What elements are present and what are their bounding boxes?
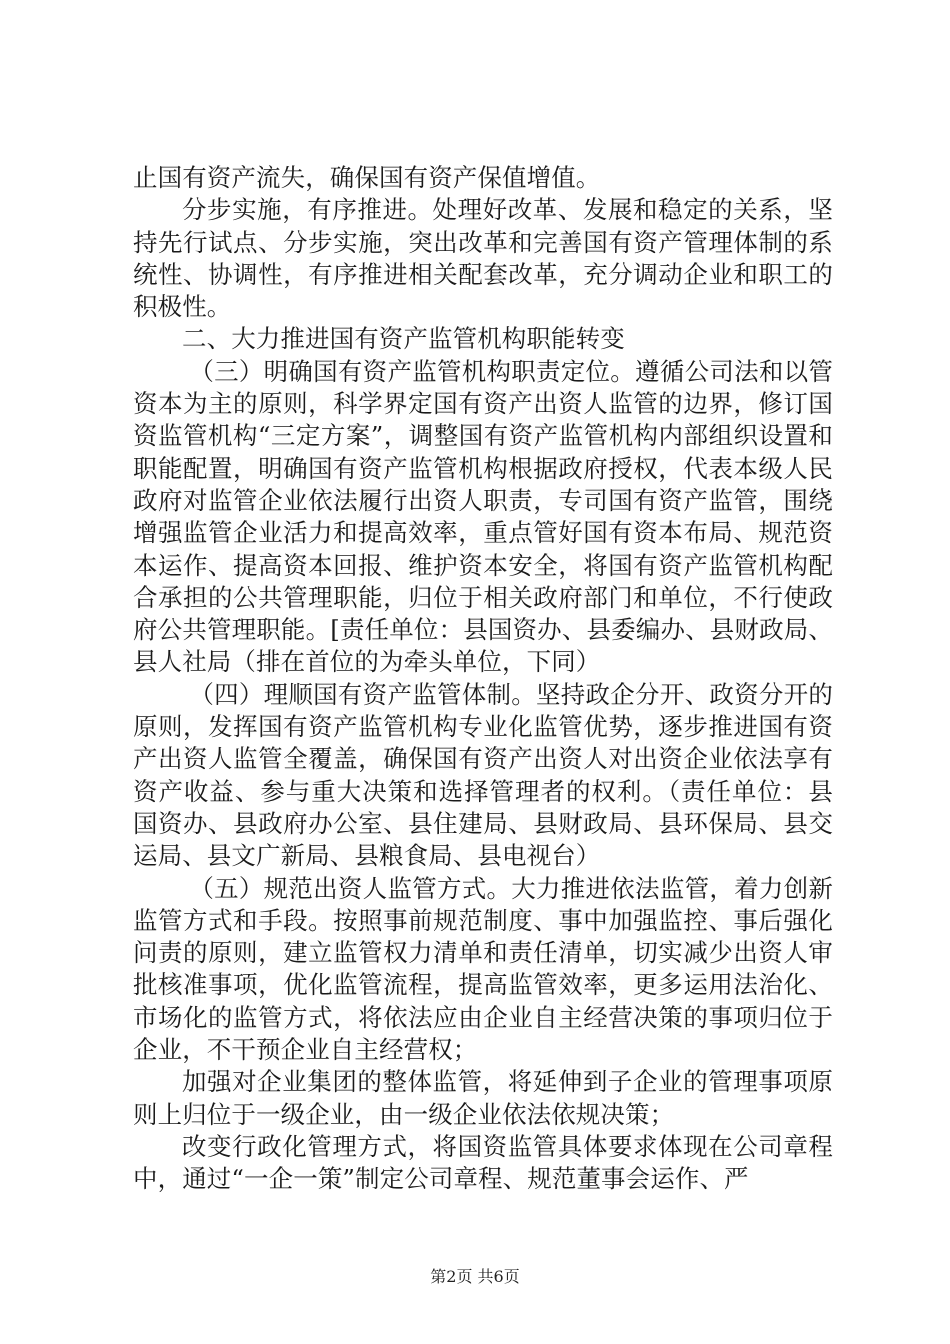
paragraph-8: 改变行政化管理方式，将国资监管具体要求体现在公司章程中，通过“一企一策”制定公司章程、规范董事会运作、严 [133, 1131, 833, 1194]
paragraph-1: 止国有资产流失，确保国有资产保值增值。 [133, 163, 601, 192]
paragraph-2: 分步实施，有序推进。处理好改革、发展和稳定的关系，坚持先行试点、分步实施，突出改革和完善国有资产管理体制的系统性、协调性，有序推进相关配套改革，充分调动企业和职工的积极性。 [133, 195, 833, 322]
paragraph-item-4: （四）理顺国有资产监管体制。坚持政企分开、政资分开的原则，发挥国有资产监管机构专业化监管优势，逐步推进国有资产出资人监管全覆盖，确保国有资产出资人对出资企业依法享有资产收益、参与重大决策和选择管理者的权利。（责任单位：县国资办、县政府办公室、县住建局、县财政局、县环保局、县交运局、县文广新局、县粮食局、县电视台） [133, 679, 833, 871]
document-body [133, 162, 833, 1196]
paragraph-item-5: （五）规范出资人监管方式。大力推进依法监管，着力创新监管方式和手段。按照事前规范制度、事中加强监控、事后强化问责的原则，建立监管权力清单和责任清单，切实减少出资人审批核准事项，优化监管流程，提高监管效率，更多运用法治化、市场化的监管方式，将依法应由企业自主经营决策的事项归位于企业，不干预企业自主经营权； [133, 873, 833, 1065]
section-heading: 二、大力推进国有资产监管机构职能转变 [182, 324, 625, 354]
page-footer: 第2页 共6页 [430, 1267, 520, 1286]
paragraph-item-3: （三）明确国有资产监管机构职责定位。遵循公司法和以管资本为主的原则，科学界定国有资产出资人监管的边界，修订国资监管机构“三定方案”，调整国有资产监管机构内部组织设置和职能配置，明确国有资产监管机构根据政府授权，代表本级人民政府对监管企业依法履行出资人职责，专司国有资产监管，围绕增强监管企业活力和提高效率，重点管好国有资本布局、规范资本运作、提高资本回报、维护资本安全，将国有资产监管机构配合承担的公共管理职能，归位于相关政府部门和单位，不行使政府公共管理职能。[责任单位：县国资办、县委编办、县财政局、县人社局（排在首位的为牵头单位，下同） [133, 356, 833, 677]
paragraph-7: 加强对企业集团的整体监管，将延伸到子企业的管理事项原则上归位于一级企业，由一级企业依法依规决策； [133, 1067, 833, 1129]
